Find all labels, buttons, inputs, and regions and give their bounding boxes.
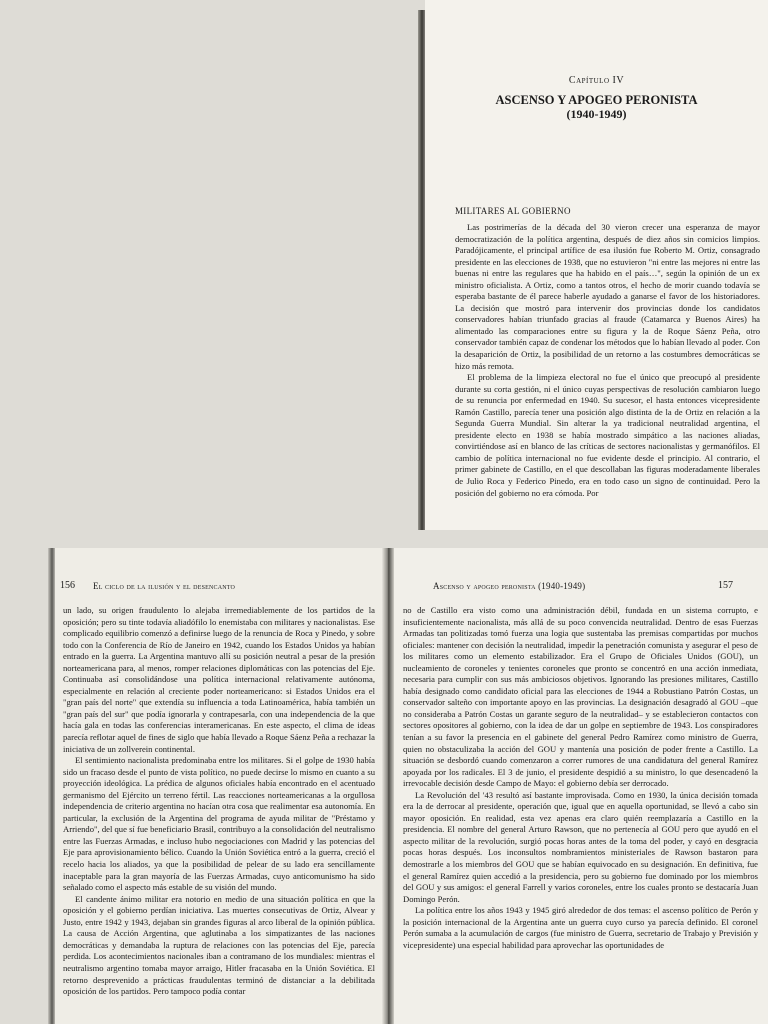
chapter-title: ASCENSO Y APOGEO PERONISTA <box>495 93 698 107</box>
running-head: El ciclo de la ilusión y el desencanto <box>93 581 236 591</box>
paragraph: El candente ánimo militar era notorio en medio de una situación política en que la oposición y el gobierno perdían iniciativa. Las muertes consecutivas de Ortiz, Alvear y Justo, entre 1942 y 1943, dejaban sin grandes figuras al arco liberal de la opinión pública. La causa de Acción Argentina, que aglutinaba a los simpatizantes de las naciones democráticas y demandaba la ruptura de relaciones con las potencias del Eje, parecía perdida. Los acontecimientos nacionales iban a contramano de los mundiales: mientras el neutralismo argentino tomaba mayor arraigo, Hitler fracasaba en la Unión Soviética. El retorno desprevenido a prácticas fraudulentas terminó de distanciar a la debilitada oposición de los partidos. Pero tampoco podía contar <box>63 893 375 997</box>
chapter-years: (1940-1949) <box>566 107 627 121</box>
book-gutter <box>382 548 394 1024</box>
paragraph: no de Castillo era visto como una administración débil, fundada en un sistema corrupto, e insuficientemente nacionalista, más allá de su poco convencida neutralidad. Dentro de esas Fuerzas Armadas tan politizadas tomó fuerza una logia que sustentaba las premisas compartidas por muchos oficiales: mantener con decisión la neutralidad, impedir la penetración comunista y asegurar el peso de los militares como un elemento estabilizador. Era el Grupo de Oficiales Unidos (GOU), un nucleamiento de coroneles y tenientes coroneles que pronto se concentró en una acción inmediata, necesaria para cumplir con sus más ambiciosos objetivos. Ignorando las presiones militares, Castillo había designado como candidato oficial para las elecciones de 1944 a Robustiano Patrón Costas, un conservador salteño con importante apoyo en las provincias. La designación desagradó al GOU –que no consideraba a Patrón Costas un garante seguro de la neutralidad– y se establecieron contactos con sectores opositores al gobierno, con la idea de dar un golpe en septiembre de 1943. Los conspiradores tenían a su favor la presencia en el gabinete del general Pedro Ramírez como ministro de Guerra, quien no obstaculizaba la acción del GOU y mantenía una posición de poder frente a Castillo. La situación se desbordó cuando comenzaron a correr rumores de una candidatura del general Ramírez apoyada por los radicales. El 3 de junio, el presidente despidió a su ministro, lo que desencadenó la irrevocable decisión desde Campo de Mayo: el gobierno debía ser derrocado. <box>403 605 758 789</box>
page-number: 157 <box>718 580 733 591</box>
paragraph: La Revolución del '43 resultó así bastante improvisada. Como en 1930, la única decisión tomada era la de derrocar al presidente, operación que, igual que en aquella oportunidad, se llevó a cabo sin mayor oposición. En realidad, esta vez apenas era claro quién reemplazaría a Castillo en la presidencia. El nombre del general Arturo Rawson, que no pertenecía al GOU pero que ayudó en el aspecto militar de la revolución, surgió pocas horas antes de la toma del poder, y cayó en desgracia pocas horas después. Los inconsultos nombramientos ministeriales de Rawson bastaron para demostrarle a los miembros del GOU que se habían equivocado en su designación. En definitiva, fue el general Ramírez quien accedió a la presidencia, pero su gobierno fue dominado por los miembros del GOU y sus amigos: el general Farrell y varios coroneles, entre los cuales pronto se destacaría Juan Domingo Perón. <box>403 789 758 904</box>
running-head: Ascenso y apogeo peronista (1940-1949) <box>433 581 586 591</box>
paragraph: Las postrimerías de la década del 30 vieron crecer una esperanza de mayor democratización de la política argentina, después de diez años sin comicios limpios. Paradójicamente, el principal artífice de esa ilusión fue Roberto M. Ortiz, consagrado presidente en las elecciones de 1938, que no estuvieron "ni entre las mejores ni entre las buenas ni entre las regulares que ha habido en el país…", según la opinión de un ex ministro oficialista. A Ortiz, como a tantos otros, el hecho de morir cuando todavía se esperaba bastante de él parece haberle ayudado a ganarse el favor de los historiadores. La decisión que mostró para intervenir dos provincias donde los candidatos conservadores habían triunfado gracias al fraude (Catamarca y Buenos Aires) ha alimentado las comparaciones entre su figura y la de Roque Sáenz Peña, otro conservador también capaz de condenar los métodos que lo habían llevado al poder. Con la desaparición de Ortiz, la posibilidad de un retorno a las costumbres democráticas se hizo más remota. <box>455 222 760 371</box>
top-page-body <box>455 222 760 499</box>
page-number: 156 <box>60 580 75 591</box>
paragraph: El problema de la limpieza electoral no fue el único que preocupó al presidente durante su corta gestión, ni el único cuyas perspectivas de resolución cambiaron luego de su renuncia por enfermedad en 1940. Su sucesor, el hasta entonces vicepresidente Ramón Castillo, parecía tener una posición algo distinta de la de Ortiz en relación a la Segunda Guerra Mundial. Sin alterar la ya tradicional neutralidad argentina, el presidente electo en 1938 se había mostrado simpático a las naciones aliadas, convirtiéndose así en blanco de las críticas de sectores nacionalistas y germanófilos. El cambio de política internacional no fue evidente desde el principio. Al contrario, el primer gabinete de Castillo, en el que descollaban las figuras moderadamente liberales de Julio Roca y Federico Pinedo, era en todo caso un signo de continuidad. Pero la posición del gobierno no era cómoda. Por <box>455 372 760 498</box>
right-page <box>393 548 768 1024</box>
left-page-body <box>63 605 375 998</box>
chapter-label: Capítulo IV <box>568 75 625 86</box>
paragraph: La política entre los años 1943 y 1945 giró alrededor de dos temas: el ascenso político de Perón y la posición internacional de la Argentina ante un guerra cuyo curso ya parecía definido. El coronel Perón sumaba a la acumulación de cargos (fue ministro de Guerra, secretario de Trabajo y Previsión y vicepresidente) una especial habilidad para aprovechar las oportunidades de <box>403 905 758 950</box>
top-page <box>425 0 768 530</box>
left-page <box>55 548 393 1024</box>
paragraph: El sentimiento nacionalista predominaba entre los militares. Si el golpe de 1930 había sido un fracaso desde el punto de vista político, no puede decirse lo mismo en cuanto a su proyección ideológica. La prédica de algunos oficiales había encontrado en el acentuado germanismo del Ejército un terreno fértil. Las reacciones norteamericanas a la orgullosa independencia de criterio argentina no hacían otra cosa que realimentar esa autonomía. En particular, la exclusión de la Argentina del programa de ayuda militar de "Préstamo y Arriendo", del que sí fue beneficiario Brasil, contribuyo a la consolidación del neutralismo entre las Fuerzas Armadas, e incluso hubo negociaciones con Madrid y las potencias del Eje para aprovisionamiento bélico. Cuando la Unión Soviética entró a la guerra, creció el recelo hacia los aliados, ya que la posibilidad de pelear de su lado era sencillamente inaceptable para la gran mayoría de las Fuerzas Armadas, cuyo anticomunismo ha sido señalado como el aspecto más estable de su visión del mundo. <box>63 755 375 893</box>
paragraph: un lado, su origen fraudulento lo alejaba irremediablemente de los partidos de la oposición; pero su tinte todavía aliadófilo lo enemistaba con militares y nacionalistas. Ese complicado equilibrio comenzó a definirse luego de la renuncia de Roca y Pinedo, y sobre todo con la Conferencia de Río de Janeiro en 1942, cuando los Estados Unidos ya habían entrado en la guerra. La Argentina mantuvo allí su posición neutral a pesar de la presión norteamericana para, al menos, romper relaciones diplomáticas con las potencias del Eje. Continuaba así consolidándose una política internacional relativamente autónoma, especialmente en relación al creciente poder norteamericano: si Estados Unidos era el "gran país del norte" que extendía su influencia a toda Latinoamérica, había también un "gran país del sur" que podía ignorarla y contrapesarla, con una independencia de la que hacía gala en todas las conferencias interamericanas. En este aspecto, el clima de ideas parecía reflotar aquel de fines de siglo que había llevado a Roque Sáenz Peña a rechazar la iniciativa de un zollverein continental. <box>63 605 375 754</box>
section-heading: MILITARES AL GOBIERNO <box>455 206 571 216</box>
right-page-body <box>403 605 758 951</box>
